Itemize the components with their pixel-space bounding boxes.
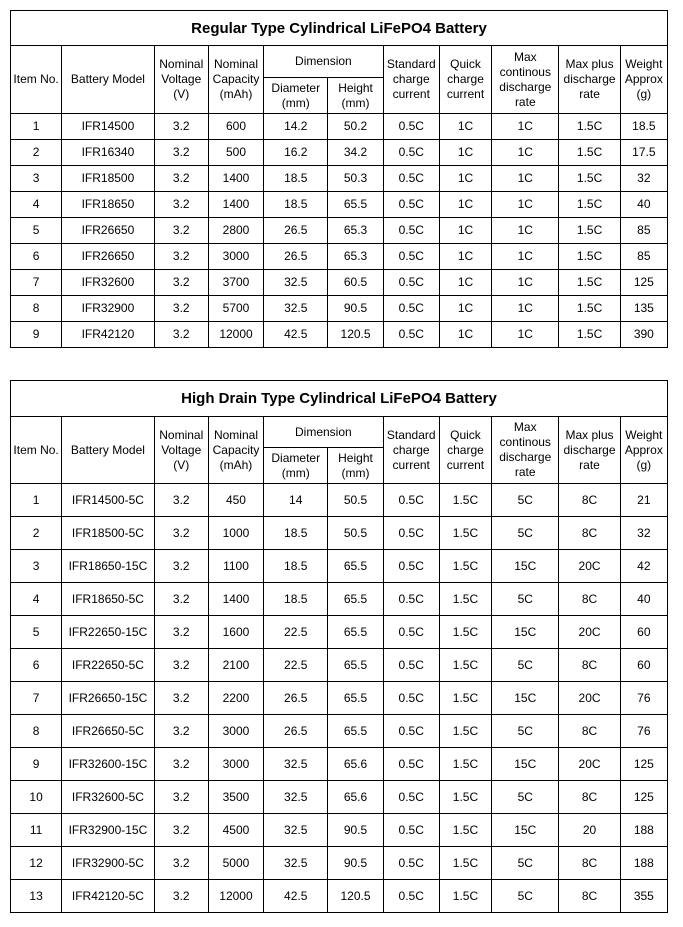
header-height: Height (mm) (328, 448, 383, 484)
cell-quick-charge: 1.5C (439, 748, 491, 781)
cell-battery-model: IFR26650-15C (62, 682, 154, 715)
header-height: Height (mm) (328, 78, 383, 114)
table-row (11, 715, 668, 748)
header-nominal-voltage: Nominal Voltage (V) (154, 417, 208, 484)
regular-battery-table (10, 10, 668, 348)
cell-max-continuous-discharge: 1C (492, 192, 559, 218)
cell-nominal-capacity: 3000 (208, 748, 263, 781)
header-standard-charge: Standard charge current (383, 417, 439, 484)
table-row (11, 847, 668, 880)
cell-max-plus-discharge: 8C (559, 649, 620, 682)
cell-nominal-voltage: 3.2 (154, 244, 208, 270)
cell-quick-charge: 1.5C (439, 880, 491, 913)
cell-standard-charge: 0.5C (383, 322, 439, 348)
cell-nominal-capacity: 600 (208, 114, 263, 140)
cell-nominal-capacity: 450 (208, 484, 263, 517)
cell-max-continuous-discharge: 5C (492, 517, 559, 550)
cell-nominal-capacity: 3000 (208, 244, 263, 270)
cell-diameter: 18.5 (264, 550, 328, 583)
cell-max-continuous-discharge: 15C (492, 682, 559, 715)
cell-max-continuous-discharge: 5C (492, 781, 559, 814)
cell-standard-charge: 0.5C (383, 270, 439, 296)
table-row (11, 218, 668, 244)
cell-height: 65.5 (328, 192, 383, 218)
cell-quick-charge: 1.5C (439, 550, 491, 583)
cell-nominal-voltage: 3.2 (154, 583, 208, 616)
table-row (11, 880, 668, 913)
cell-height: 90.5 (328, 847, 383, 880)
cell-weight: 17.5 (620, 140, 667, 166)
cell-nominal-capacity: 1400 (208, 166, 263, 192)
cell-max-continuous-discharge: 1C (492, 114, 559, 140)
cell-diameter: 42.5 (264, 880, 328, 913)
cell-item-no: 6 (11, 244, 62, 270)
table-row (11, 616, 668, 649)
header-nominal-capacity: Nominal Capacity (mAh) (208, 417, 263, 484)
table-row (11, 244, 668, 270)
cell-item-no: 5 (11, 218, 62, 244)
cell-height: 120.5 (328, 322, 383, 348)
cell-nominal-voltage: 3.2 (154, 322, 208, 348)
cell-battery-model: IFR26650 (62, 244, 154, 270)
cell-battery-model: IFR32600-15C (62, 748, 154, 781)
table-title: Regular Type Cylindrical LiFePO4 Battery (11, 11, 668, 46)
header-diameter: Diameter (mm) (264, 448, 328, 484)
table-row (11, 166, 668, 192)
header-dimension: Dimension (264, 417, 384, 448)
cell-diameter: 32.5 (264, 781, 328, 814)
cell-nominal-voltage: 3.2 (154, 616, 208, 649)
cell-weight: 76 (620, 682, 667, 715)
cell-nominal-capacity: 2800 (208, 218, 263, 244)
cell-item-no: 3 (11, 166, 62, 192)
cell-max-continuous-discharge: 5C (492, 880, 559, 913)
header-nominal-voltage: Nominal Voltage (V) (154, 46, 208, 114)
cell-quick-charge: 1.5C (439, 682, 491, 715)
cell-nominal-voltage: 3.2 (154, 880, 208, 913)
cell-nominal-voltage: 3.2 (154, 218, 208, 244)
cell-nominal-capacity: 3700 (208, 270, 263, 296)
cell-weight: 390 (620, 322, 667, 348)
cell-height: 65.5 (328, 583, 383, 616)
cell-quick-charge: 1C (439, 244, 491, 270)
cell-standard-charge: 0.5C (383, 781, 439, 814)
cell-diameter: 26.5 (264, 218, 328, 244)
cell-nominal-voltage: 3.2 (154, 649, 208, 682)
table-title: High Drain Type Cylindrical LiFePO4 Battery (11, 381, 668, 417)
cell-nominal-voltage: 3.2 (154, 550, 208, 583)
table-row (11, 781, 668, 814)
cell-standard-charge: 0.5C (383, 550, 439, 583)
cell-weight: 60 (620, 649, 667, 682)
cell-diameter: 26.5 (264, 715, 328, 748)
cell-item-no: 10 (11, 781, 62, 814)
header-max-plus-discharge: Max plus discharge rate (559, 417, 620, 484)
cell-item-no: 3 (11, 550, 62, 583)
cell-quick-charge: 1.5C (439, 616, 491, 649)
cell-weight: 125 (620, 748, 667, 781)
cell-height: 120.5 (328, 880, 383, 913)
cell-item-no: 8 (11, 296, 62, 322)
cell-height: 65.5 (328, 682, 383, 715)
high-drain-battery-table (10, 380, 668, 913)
cell-standard-charge: 0.5C (383, 296, 439, 322)
cell-nominal-capacity: 4500 (208, 814, 263, 847)
cell-height: 90.5 (328, 296, 383, 322)
header-item-no: Item No. (11, 46, 62, 114)
cell-diameter: 14 (264, 484, 328, 517)
cell-battery-model: IFR32600-5C (62, 781, 154, 814)
cell-height: 65.5 (328, 616, 383, 649)
cell-max-continuous-discharge: 5C (492, 847, 559, 880)
cell-battery-model: IFR32900 (62, 296, 154, 322)
cell-nominal-capacity: 5700 (208, 296, 263, 322)
header-max-continuous-discharge: Max continous discharge rate (492, 417, 559, 484)
table-row (11, 550, 668, 583)
cell-max-continuous-discharge: 15C (492, 550, 559, 583)
header-battery-model: Battery Model (62, 46, 154, 114)
cell-max-plus-discharge: 1.5C (559, 296, 620, 322)
cell-battery-model: IFR18650 (62, 192, 154, 218)
table-row (11, 583, 668, 616)
cell-max-continuous-discharge: 1C (492, 270, 559, 296)
header-diameter: Diameter (mm) (264, 78, 328, 114)
cell-nominal-voltage: 3.2 (154, 140, 208, 166)
cell-max-plus-discharge: 8C (559, 715, 620, 748)
cell-quick-charge: 1.5C (439, 649, 491, 682)
cell-standard-charge: 0.5C (383, 517, 439, 550)
cell-weight: 76 (620, 715, 667, 748)
cell-quick-charge: 1C (439, 322, 491, 348)
cell-max-plus-discharge: 1.5C (559, 192, 620, 218)
cell-max-continuous-discharge: 1C (492, 244, 559, 270)
cell-diameter: 32.5 (264, 847, 328, 880)
cell-quick-charge: 1.5C (439, 847, 491, 880)
table-row (11, 192, 668, 218)
header-weight: Weight Approx (g) (620, 417, 667, 484)
cell-battery-model: IFR26650 (62, 218, 154, 244)
cell-max-plus-discharge: 20C (559, 550, 620, 583)
cell-quick-charge: 1.5C (439, 814, 491, 847)
cell-diameter: 18.5 (264, 517, 328, 550)
cell-nominal-voltage: 3.2 (154, 814, 208, 847)
cell-quick-charge: 1.5C (439, 484, 491, 517)
cell-max-continuous-discharge: 15C (492, 748, 559, 781)
cell-standard-charge: 0.5C (383, 682, 439, 715)
cell-weight: 85 (620, 218, 667, 244)
cell-battery-model: IFR26650-5C (62, 715, 154, 748)
cell-nominal-voltage: 3.2 (154, 715, 208, 748)
cell-standard-charge: 0.5C (383, 140, 439, 166)
cell-item-no: 9 (11, 322, 62, 348)
cell-standard-charge: 0.5C (383, 748, 439, 781)
cell-weight: 60 (620, 616, 667, 649)
cell-max-continuous-discharge: 1C (492, 296, 559, 322)
cell-nominal-voltage: 3.2 (154, 847, 208, 880)
cell-max-continuous-discharge: 1C (492, 218, 559, 244)
cell-nominal-capacity: 1600 (208, 616, 263, 649)
cell-weight: 32 (620, 517, 667, 550)
cell-nominal-voltage: 3.2 (154, 748, 208, 781)
cell-battery-model: IFR32900-5C (62, 847, 154, 880)
cell-nominal-voltage: 3.2 (154, 114, 208, 140)
cell-height: 50.5 (328, 517, 383, 550)
cell-max-plus-discharge: 8C (559, 880, 620, 913)
cell-weight: 355 (620, 880, 667, 913)
cell-height: 34.2 (328, 140, 383, 166)
cell-max-continuous-discharge: 5C (492, 715, 559, 748)
cell-battery-model: IFR18650-5C (62, 583, 154, 616)
cell-item-no: 2 (11, 140, 62, 166)
cell-nominal-capacity: 12000 (208, 322, 263, 348)
table-row (11, 484, 668, 517)
cell-diameter: 26.5 (264, 244, 328, 270)
cell-nominal-capacity: 1400 (208, 583, 263, 616)
cell-quick-charge: 1.5C (439, 583, 491, 616)
cell-battery-model: IFR14500 (62, 114, 154, 140)
cell-item-no: 12 (11, 847, 62, 880)
cell-battery-model: IFR32900-15C (62, 814, 154, 847)
cell-height: 65.3 (328, 218, 383, 244)
cell-max-plus-discharge: 8C (559, 781, 620, 814)
cell-max-plus-discharge: 1.5C (559, 114, 620, 140)
header-battery-model: Battery Model (62, 417, 154, 484)
cell-standard-charge: 0.5C (383, 484, 439, 517)
cell-diameter: 16.2 (264, 140, 328, 166)
cell-diameter: 32.5 (264, 814, 328, 847)
cell-diameter: 32.5 (264, 748, 328, 781)
cell-nominal-capacity: 5000 (208, 847, 263, 880)
cell-max-continuous-discharge: 5C (492, 484, 559, 517)
cell-diameter: 18.5 (264, 583, 328, 616)
cell-standard-charge: 0.5C (383, 244, 439, 270)
cell-diameter: 22.5 (264, 616, 328, 649)
cell-quick-charge: 1.5C (439, 517, 491, 550)
cell-diameter: 22.5 (264, 649, 328, 682)
cell-max-continuous-discharge: 15C (492, 616, 559, 649)
cell-battery-model: IFR32600 (62, 270, 154, 296)
cell-nominal-capacity: 3000 (208, 715, 263, 748)
header-quick-charge: Quick charge current (439, 417, 491, 484)
cell-weight: 42 (620, 550, 667, 583)
cell-battery-model: IFR18650-15C (62, 550, 154, 583)
cell-battery-model: IFR16340 (62, 140, 154, 166)
cell-standard-charge: 0.5C (383, 616, 439, 649)
cell-standard-charge: 0.5C (383, 192, 439, 218)
table-row (11, 748, 668, 781)
cell-item-no: 7 (11, 270, 62, 296)
cell-height: 65.3 (328, 244, 383, 270)
cell-quick-charge: 1.5C (439, 781, 491, 814)
cell-battery-model: IFR14500-5C (62, 484, 154, 517)
cell-quick-charge: 1C (439, 114, 491, 140)
cell-diameter: 26.5 (264, 682, 328, 715)
cell-item-no: 9 (11, 748, 62, 781)
cell-weight: 85 (620, 244, 667, 270)
cell-nominal-voltage: 3.2 (154, 166, 208, 192)
cell-weight: 188 (620, 814, 667, 847)
cell-diameter: 42.5 (264, 322, 328, 348)
cell-nominal-capacity: 1000 (208, 517, 263, 550)
table-row (11, 682, 668, 715)
cell-item-no: 1 (11, 114, 62, 140)
cell-weight: 125 (620, 270, 667, 296)
cell-standard-charge: 0.5C (383, 166, 439, 192)
cell-nominal-capacity: 2100 (208, 649, 263, 682)
cell-max-continuous-discharge: 5C (492, 649, 559, 682)
cell-weight: 40 (620, 583, 667, 616)
cell-diameter: 32.5 (264, 270, 328, 296)
header-quick-charge: Quick charge current (439, 46, 491, 114)
cell-standard-charge: 0.5C (383, 814, 439, 847)
table-row (11, 270, 668, 296)
cell-max-plus-discharge: 20C (559, 748, 620, 781)
cell-battery-model: IFR18500 (62, 166, 154, 192)
cell-max-plus-discharge: 1.5C (559, 270, 620, 296)
cell-standard-charge: 0.5C (383, 847, 439, 880)
cell-nominal-voltage: 3.2 (154, 296, 208, 322)
cell-standard-charge: 0.5C (383, 649, 439, 682)
table-row (11, 814, 668, 847)
cell-height: 90.5 (328, 814, 383, 847)
cell-standard-charge: 0.5C (383, 880, 439, 913)
cell-battery-model: IFR42120 (62, 322, 154, 348)
cell-nominal-voltage: 3.2 (154, 192, 208, 218)
cell-weight: 125 (620, 781, 667, 814)
cell-quick-charge: 1.5C (439, 715, 491, 748)
cell-max-continuous-discharge: 5C (492, 583, 559, 616)
header-item-no: Item No. (11, 417, 62, 484)
header-dimension: Dimension (264, 46, 384, 78)
cell-item-no: 13 (11, 880, 62, 913)
cell-weight: 40 (620, 192, 667, 218)
cell-battery-model: IFR22650-5C (62, 649, 154, 682)
cell-quick-charge: 1C (439, 166, 491, 192)
cell-height: 65.6 (328, 781, 383, 814)
cell-weight: 18.5 (620, 114, 667, 140)
cell-max-plus-discharge: 8C (559, 847, 620, 880)
cell-max-plus-discharge: 20C (559, 682, 620, 715)
cell-weight: 135 (620, 296, 667, 322)
cell-standard-charge: 0.5C (383, 114, 439, 140)
cell-max-continuous-discharge: 1C (492, 166, 559, 192)
cell-nominal-voltage: 3.2 (154, 484, 208, 517)
cell-max-continuous-discharge: 1C (492, 140, 559, 166)
cell-item-no: 4 (11, 192, 62, 218)
cell-max-plus-discharge: 8C (559, 484, 620, 517)
cell-nominal-voltage: 3.2 (154, 682, 208, 715)
cell-max-plus-discharge: 1.5C (559, 322, 620, 348)
cell-quick-charge: 1C (439, 270, 491, 296)
cell-standard-charge: 0.5C (383, 715, 439, 748)
cell-nominal-capacity: 12000 (208, 880, 263, 913)
cell-item-no: 4 (11, 583, 62, 616)
cell-nominal-voltage: 3.2 (154, 517, 208, 550)
cell-item-no: 6 (11, 649, 62, 682)
header-max-plus-discharge: Max plus discharge rate (559, 46, 620, 114)
cell-item-no: 7 (11, 682, 62, 715)
cell-max-plus-discharge: 1.5C (559, 218, 620, 244)
cell-item-no: 5 (11, 616, 62, 649)
cell-diameter: 14.2 (264, 114, 328, 140)
cell-height: 65.6 (328, 748, 383, 781)
cell-max-plus-discharge: 8C (559, 517, 620, 550)
cell-standard-charge: 0.5C (383, 218, 439, 244)
cell-height: 60.5 (328, 270, 383, 296)
cell-battery-model: IFR42120-5C (62, 880, 154, 913)
table-row (11, 296, 668, 322)
cell-height: 65.5 (328, 715, 383, 748)
cell-max-plus-discharge: 1.5C (559, 166, 620, 192)
cell-max-plus-discharge: 8C (559, 583, 620, 616)
cell-diameter: 18.5 (264, 192, 328, 218)
cell-max-plus-discharge: 1.5C (559, 140, 620, 166)
table-row (11, 140, 668, 166)
cell-nominal-capacity: 3500 (208, 781, 263, 814)
cell-diameter: 18.5 (264, 166, 328, 192)
cell-nominal-capacity: 2200 (208, 682, 263, 715)
cell-nominal-capacity: 500 (208, 140, 263, 166)
cell-item-no: 2 (11, 517, 62, 550)
cell-quick-charge: 1C (439, 192, 491, 218)
cell-max-plus-discharge: 1.5C (559, 244, 620, 270)
cell-max-plus-discharge: 20C (559, 616, 620, 649)
cell-battery-model: IFR18500-5C (62, 517, 154, 550)
header-max-continuous-discharge: Max continous discharge rate (492, 46, 559, 114)
cell-nominal-voltage: 3.2 (154, 781, 208, 814)
cell-max-continuous-discharge: 1C (492, 322, 559, 348)
cell-item-no: 11 (11, 814, 62, 847)
cell-item-no: 1 (11, 484, 62, 517)
cell-max-plus-discharge: 20 (559, 814, 620, 847)
table-row (11, 517, 668, 550)
cell-weight: 32 (620, 166, 667, 192)
table-row (11, 322, 668, 348)
header-standard-charge: Standard charge current (383, 46, 439, 114)
cell-weight: 21 (620, 484, 667, 517)
cell-nominal-voltage: 3.2 (154, 270, 208, 296)
cell-weight: 188 (620, 847, 667, 880)
cell-height: 50.3 (328, 166, 383, 192)
cell-quick-charge: 1C (439, 296, 491, 322)
table-row (11, 649, 668, 682)
cell-max-continuous-discharge: 15C (492, 814, 559, 847)
cell-quick-charge: 1C (439, 140, 491, 166)
table-row (11, 114, 668, 140)
cell-nominal-capacity: 1100 (208, 550, 263, 583)
cell-height: 65.5 (328, 550, 383, 583)
cell-item-no: 8 (11, 715, 62, 748)
cell-battery-model: IFR22650-15C (62, 616, 154, 649)
cell-height: 50.2 (328, 114, 383, 140)
cell-quick-charge: 1C (439, 218, 491, 244)
cell-standard-charge: 0.5C (383, 583, 439, 616)
header-nominal-capacity: Nominal Capacity (mAh) (208, 46, 263, 114)
header-weight: Weight Approx (g) (620, 46, 667, 114)
cell-height: 50.5 (328, 484, 383, 517)
cell-diameter: 32.5 (264, 296, 328, 322)
cell-height: 65.5 (328, 649, 383, 682)
cell-nominal-capacity: 1400 (208, 192, 263, 218)
